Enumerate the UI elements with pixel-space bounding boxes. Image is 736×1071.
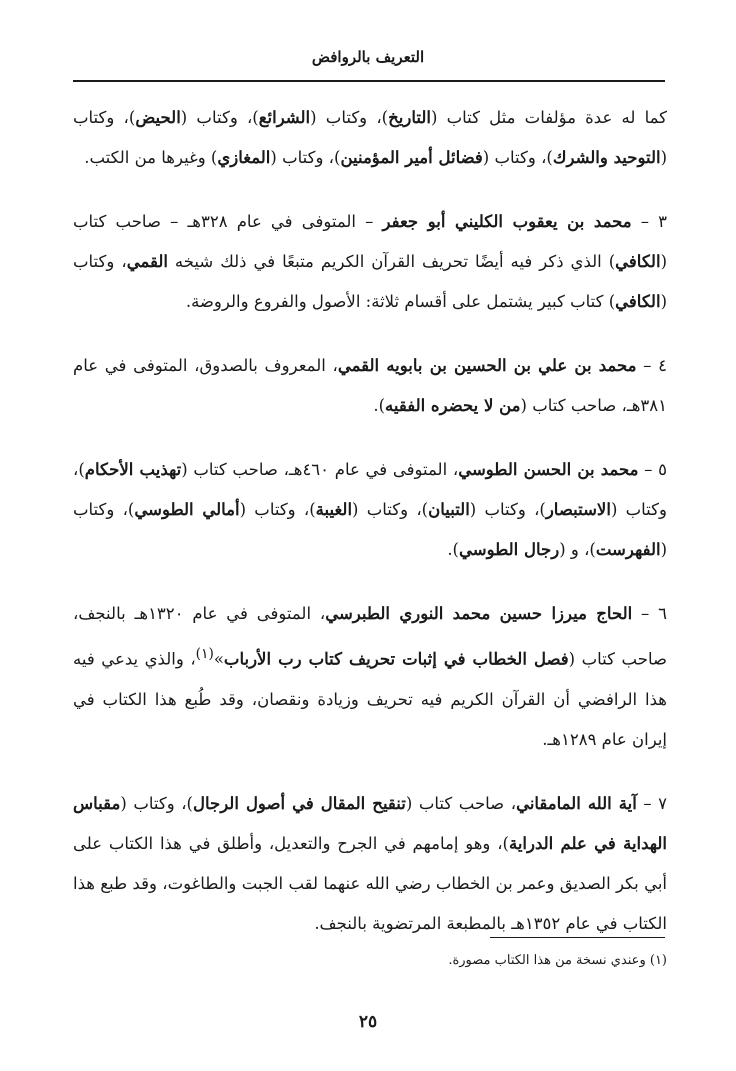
author-name: محمد بن علي بن الحسين بن بابويه القمي (337, 356, 637, 375)
footnote-divider (490, 937, 665, 938)
book-title: تهذيب الأحكام (84, 460, 182, 479)
text-span: ). (373, 396, 386, 415)
footnote-reference: (١) (195, 646, 214, 662)
text-span: )، وهو إمامهم في الجرح والتعديل، وأطلق في هذا الكتاب على أبي بكر الصديق وعمر بن الخطاب رضي الله عنهما لقب الجبت والطاغوت، وقد طبع هذا الكتاب في عام ١٣٥٢هـ بالمطبعة المرتضوية بالنجف. (73, 833, 667, 933)
footnote: (١) وعندي نسخة من هذا الكتاب مصورة. (448, 953, 667, 968)
author-name: محمد بن يعقوب الكليني أبو جعفر (382, 212, 632, 231)
book-title: مقباس الهداية في علم الدراية (73, 793, 667, 853)
text-span: )، وكتاب ( (482, 148, 553, 167)
text-span: – المتوفى في عام ٣٢٨هـ – صاحب كتاب ( (73, 212, 667, 271)
book-title: المغازي (217, 148, 271, 167)
text-span: )، وكتاب ( (469, 500, 546, 519)
book-title: الغيبة (315, 500, 353, 519)
book-title: فضائل أمير المؤمنين (340, 148, 483, 167)
book-title: أمالي الطوسي (134, 500, 240, 519)
item-number: ٧ – (636, 793, 668, 813)
text-span: ) كتاب كبير يشتمل على أقسام ثلاثة: الأصول والفروع والروضة. (185, 292, 616, 311)
text-span: )، وكتاب ( (73, 460, 667, 519)
item-number: ٥ – (638, 460, 667, 479)
text-span: ، وكتاب ( (73, 252, 667, 311)
page-number: ٢٥ (358, 1012, 378, 1032)
book-title: التبيان (428, 500, 470, 519)
author-name: الحاج ميرزا حسين محمد النوري الطبرسي (325, 604, 633, 623)
text-span: )، وكتاب ( (270, 148, 341, 167)
book-title: الفهرست (595, 540, 661, 559)
text-span: )، وكتاب ( (352, 500, 429, 519)
person-name: القمي (126, 252, 168, 271)
book-title: الكافي (615, 252, 661, 271)
item-number: ٣ – (631, 212, 667, 231)
text-span: ، صاحب كتاب ( (405, 793, 517, 813)
book-title: الحيض (135, 108, 181, 127)
text-span: ) الذي ذكر فيه أيضًا تحريف القرآن الكريم متبعًا في ذلك شيخه (167, 252, 616, 271)
author-name: محمد بن الحسن الطوسي (458, 460, 639, 479)
book-title: الكافي (615, 292, 661, 311)
book-title: الشرائع (258, 108, 311, 127)
item-number: ٤ – (636, 356, 667, 375)
text-span: )، وكتاب ( (73, 108, 667, 167)
text-span: ، المعروف بالصدوق، المتوفى في عام ٣٨١هـ، صاحب كتاب ( (73, 356, 667, 415)
paragraph-intro (73, 98, 667, 178)
text-span: )، و ( (559, 540, 596, 559)
main-text (73, 98, 667, 968)
paragraph-item-5 (73, 450, 667, 570)
book-title: الاستبصار (545, 500, 611, 519)
book-title: رجال الطوسي (459, 540, 560, 559)
text-span: » (213, 649, 224, 669)
paragraph-item-7 (73, 784, 667, 944)
book-title: التاريخ (388, 108, 431, 127)
running-header-title: التعريف بالروافض (311, 48, 425, 66)
text-span: )، وكتاب ( (310, 108, 389, 127)
book-title: فصل الخطاب في إثبات تحريف كتاب رب الأرباب (223, 649, 569, 669)
text-span: )، وكتاب ( (120, 793, 193, 813)
text-span: ). (447, 540, 459, 559)
paragraph-item-4 (73, 346, 667, 426)
text-span: )، وكتاب ( (239, 500, 316, 519)
text-span: ) وغيرها من الكتب. (84, 148, 218, 167)
paragraph-item-3 (73, 202, 667, 322)
text-span: ، والذي يدعي فيه هذا الرافضي أن القرآن الكريم فيه تحريف وزيادة ونقصان، وقد طُبع هذا الكتاب في إيران عام ١٢٨٩هـ. (73, 649, 667, 749)
paragraph-item-6 (73, 594, 667, 760)
book-title: من لا يحضره الفقيه (385, 396, 521, 415)
header-divider (73, 80, 665, 82)
book-title: تنقيح المقال في أصول الرجال (192, 793, 406, 813)
text-span: كما له عدة مؤلفات مثل كتاب ( (430, 108, 667, 127)
text-span: ، المتوفى في عام ٤٦٠هـ، صاحب كتاب ( (181, 460, 459, 479)
author-name: آية الله المامقاني (516, 793, 637, 813)
text-span: ، المتوفى في عام ١٣٢٠هـ بالنجف، صاحب كتاب ( (73, 604, 667, 669)
item-number: ٦ – (632, 604, 668, 623)
text-span: )، وكتاب ( (180, 108, 259, 127)
book-title: التوحيد والشرك (552, 148, 661, 167)
text-span: )، وكتاب ( (73, 500, 667, 559)
